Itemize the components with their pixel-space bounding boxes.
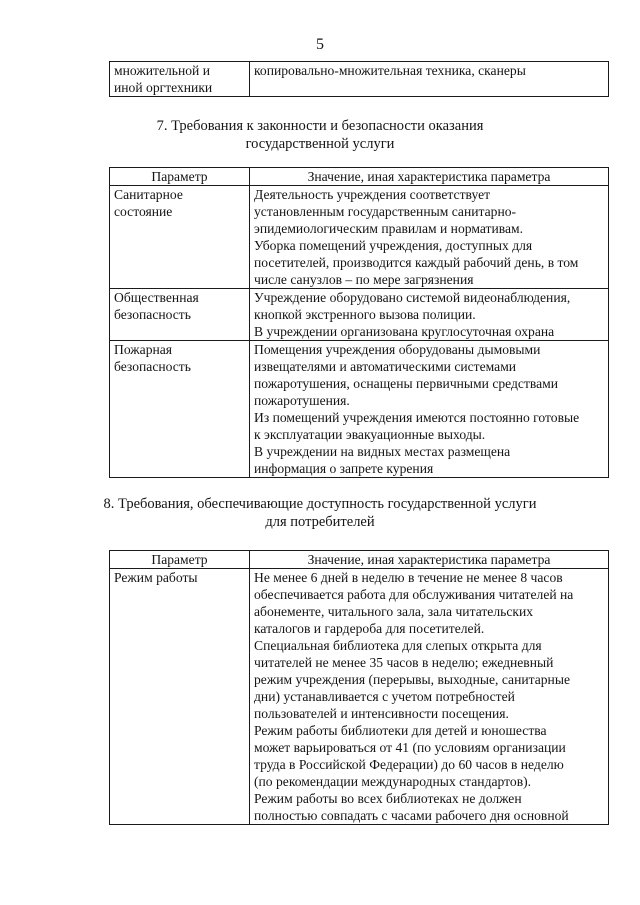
value-line: читателей не менее 35 часов в неделю; ежедневный bbox=[254, 655, 554, 670]
value-line: Помещения учреждения оборудованы дымовыми bbox=[254, 342, 541, 357]
value-line: В учреждении на видных местах размещена bbox=[254, 444, 511, 459]
value-line: Специальная библиотека для слепых открыта для bbox=[254, 638, 542, 653]
value-line: полностью совпадать с часами рабочего дня основной bbox=[254, 808, 569, 823]
value-line: Режим работы библиотеки для детей и юношества bbox=[254, 723, 547, 738]
param-cell bbox=[110, 62, 250, 97]
value-line: может варьироваться от 41 (по условиям организации bbox=[254, 740, 566, 755]
table-row bbox=[110, 62, 609, 97]
value-line: числе санузлов – по мере загрязнения bbox=[254, 272, 474, 287]
value-line: Не менее 6 дней в неделю в течение не менее 8 часов bbox=[254, 570, 563, 585]
page-number: 5 bbox=[316, 36, 324, 53]
table-header-row bbox=[110, 551, 609, 569]
param-line: иной оргтехники bbox=[114, 80, 213, 95]
value-cell bbox=[250, 289, 609, 341]
param-line: Режим работы bbox=[114, 570, 198, 585]
value-line: извещателями и автоматическими системами bbox=[254, 359, 517, 374]
value-line: посетителей, производится каждый рабочий день, в том bbox=[254, 255, 579, 270]
param-cell bbox=[110, 186, 250, 289]
value-line: труда в Российской Федерации) до 60 часов в неделю bbox=[254, 757, 564, 772]
value-line: режим учреждения (перерывы, выходные, санитарные bbox=[254, 672, 571, 687]
param-line: Санитарное bbox=[114, 187, 183, 202]
header-value: Значение, иная характеристика параметра bbox=[250, 551, 609, 569]
param-cell bbox=[110, 289, 250, 341]
section-8-table bbox=[109, 550, 609, 825]
param-line: Пожарная bbox=[114, 342, 173, 357]
value-line: установленным государственным санитарно- bbox=[254, 204, 517, 219]
value-line: (по рекомендации международных стандартов). bbox=[254, 774, 532, 789]
title-line: для потребителей bbox=[265, 514, 375, 530]
title-line: 7. Требования к законности и безопасности оказания bbox=[156, 118, 484, 134]
value-line: копировально-множительная техника, сканеры bbox=[254, 63, 526, 78]
continuation-table bbox=[109, 61, 609, 97]
param-line: безопасность bbox=[114, 359, 191, 374]
section-7-title bbox=[0, 117, 640, 153]
value-line: Режим работы во всех библиотеках не должен bbox=[254, 791, 522, 806]
table-row bbox=[110, 289, 609, 341]
param-cell bbox=[110, 341, 250, 478]
param-line: Общественная bbox=[114, 290, 199, 305]
table-row bbox=[110, 341, 609, 478]
value-cell bbox=[250, 341, 609, 478]
value-line: информация о запрете курения bbox=[254, 461, 434, 476]
value-line: пожаротушения. bbox=[254, 393, 350, 408]
value-line: обеспечивается работа для обслуживания читателей на bbox=[254, 587, 574, 602]
param-cell bbox=[110, 569, 250, 825]
title-line: 8. Требования, обеспечивающие доступность государственной услуги bbox=[103, 496, 537, 512]
header-param: Параметр bbox=[110, 551, 250, 569]
value-line: пожаротушения, оснащены первичными средствами bbox=[254, 376, 559, 391]
header-value: Значение, иная характеристика параметра bbox=[250, 168, 609, 186]
value-line: к эксплуатации эвакуационные выходы. bbox=[254, 427, 486, 442]
title-line: государственной услуги bbox=[245, 136, 395, 152]
value-line: абонементе, читального зала, зала читательских bbox=[254, 604, 534, 619]
param-line: безопасность bbox=[114, 307, 191, 322]
value-cell bbox=[250, 62, 609, 97]
table-row bbox=[110, 569, 609, 825]
value-line: пользователей и интенсивности посещения. bbox=[254, 706, 509, 721]
value-line: Уборка помещений учреждения, доступных для bbox=[254, 238, 533, 253]
value-line: Из помещений учреждения имеются постоянно готовые bbox=[254, 410, 580, 425]
section-7-table bbox=[109, 167, 609, 478]
value-line: Учреждение оборудовано системой видеонаблюдения, bbox=[254, 290, 571, 305]
table-row bbox=[110, 186, 609, 289]
param-line: состояние bbox=[114, 204, 173, 219]
value-cell bbox=[250, 186, 609, 289]
section-8-title bbox=[0, 495, 640, 531]
value-line: каталогов и гардероба для посетителей. bbox=[254, 621, 485, 636]
value-line: эпидемиологическим правилам и нормативам. bbox=[254, 221, 524, 236]
value-line: дни) устанавливается с учетом потребностей bbox=[254, 689, 515, 704]
param-line: множительной и bbox=[114, 63, 210, 78]
value-cell bbox=[250, 569, 609, 825]
header-param: Параметр bbox=[110, 168, 250, 186]
table-header-row bbox=[110, 168, 609, 186]
value-line: кнопкой экстренного вызова полиции. bbox=[254, 307, 476, 322]
value-line: Деятельность учреждения соответствует bbox=[254, 187, 491, 202]
value-line: В учреждении организована круглосуточная охрана bbox=[254, 324, 555, 339]
